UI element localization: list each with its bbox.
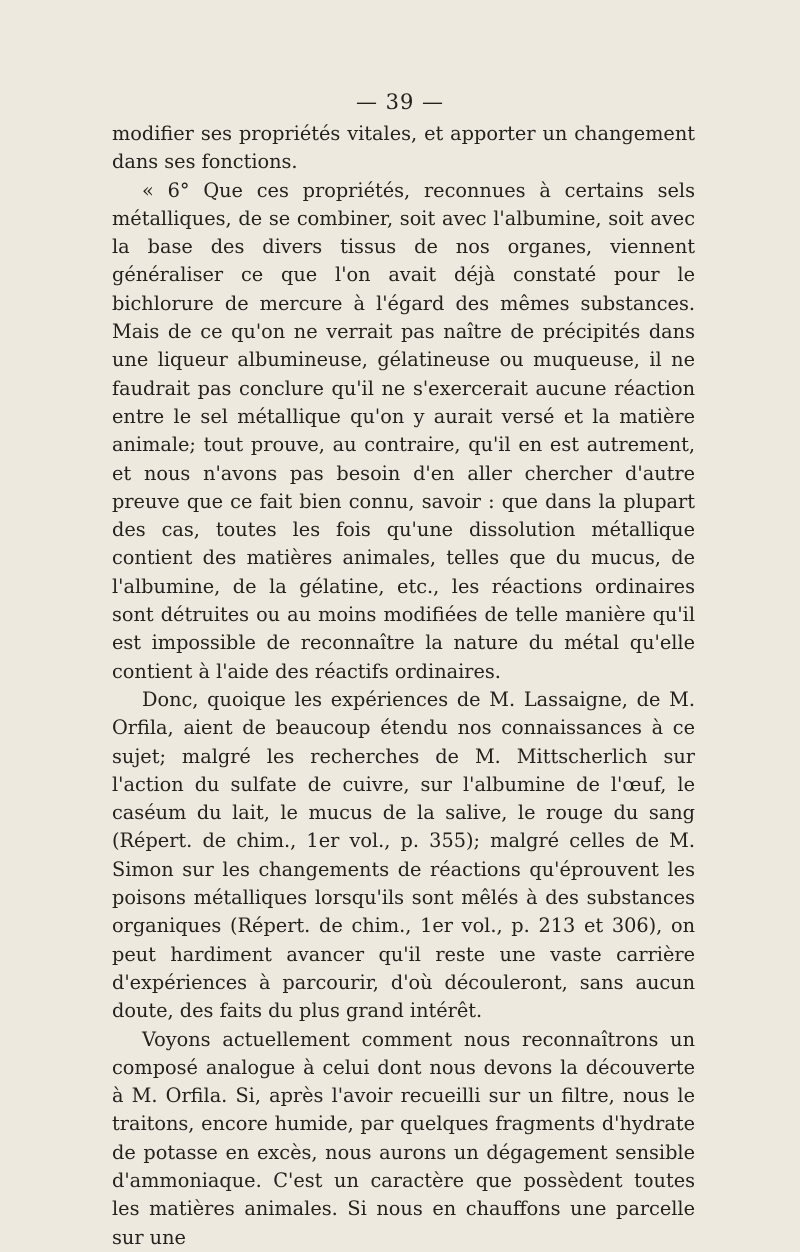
paragraph: Voyons actuellement comment nous reconnaîtrons un composé analogue à celui dont nous devons la découverte à M. Orfila. Si, après l'avoir recueilli sur un filtre, nous le traitons, encore humide, par quelques fragments d'hydrate de potasse en excès, nous aurons un dégagement sensible d'ammoniaque. C'est un caractère que possèdent toutes les matières animales. Si nous en chauffons une parcelle sur une (112, 1027, 695, 1249)
paragraph: Donc, quoique les expériences de M. Lassaigne, de M. Orfila, aient de beaucoup étendu nos connaissances à ce sujet; malgré les recherches de M. Mittscherlich sur l'action du sulfate de cuivre, sur l'albumine de l'œuf, le caséum du lait, le mucus de la salive, le rouge du sang (Répert. de chim., 1er vol., p. 355); malgré celles de M. Simon sur les changements de réactions qu'éprouvent les poisons métalliques lorsqu'ils sont mêlés à des substances organiques (Répert. de chim., 1er vol., p. 213 et 306), on peut hardiment avancer qu'il reste une vaste carrière d'expériences à parcourir, d'où découleront, sans aucun doute, des faits du plus grand intérêt. (112, 687, 695, 1023)
body-text (112, 120, 695, 1252)
paragraph: « 6° Que ces propriétés, reconnues à certains sels métalliques, de se combiner, soit avec l'albumine, soit avec la base des divers tissus de nos organes, viennent généraliser ce que l'on avait déjà constaté pour le bichlorure de mercure à l'égard des mêmes substances. Mais de ce qu'on ne verrait pas naître de précipités dans une liqueur albumineuse, gélatineuse ou muqueuse, il ne faudrait pas conclure qu'il ne s'exercerait aucune réaction entre le sel métallique qu'on y aurait versé et la matière animale; tout prouve, au contraire, qu'il en est autrement, et nous n'avons pas besoin d'en aller chercher d'autre preuve que ce fait bien connu, savoir : que dans la plupart des cas, toutes les fois qu'une dissolution métallique contient des matières animales, telles que du mucus, de l'albumine, de la gélatine, etc., les réactions ordinaires sont détruites ou au moins modifiées de telle manière qu'il est impossible de reconnaître la nature du métal qu'elle contient à l'aide des réactifs ordinaires. (112, 178, 695, 683)
paragraph: modifier ses propriétés vitales, et apporter un changement dans ses fonctions. (112, 122, 695, 174)
page-number: — 39 — (355, 90, 445, 114)
